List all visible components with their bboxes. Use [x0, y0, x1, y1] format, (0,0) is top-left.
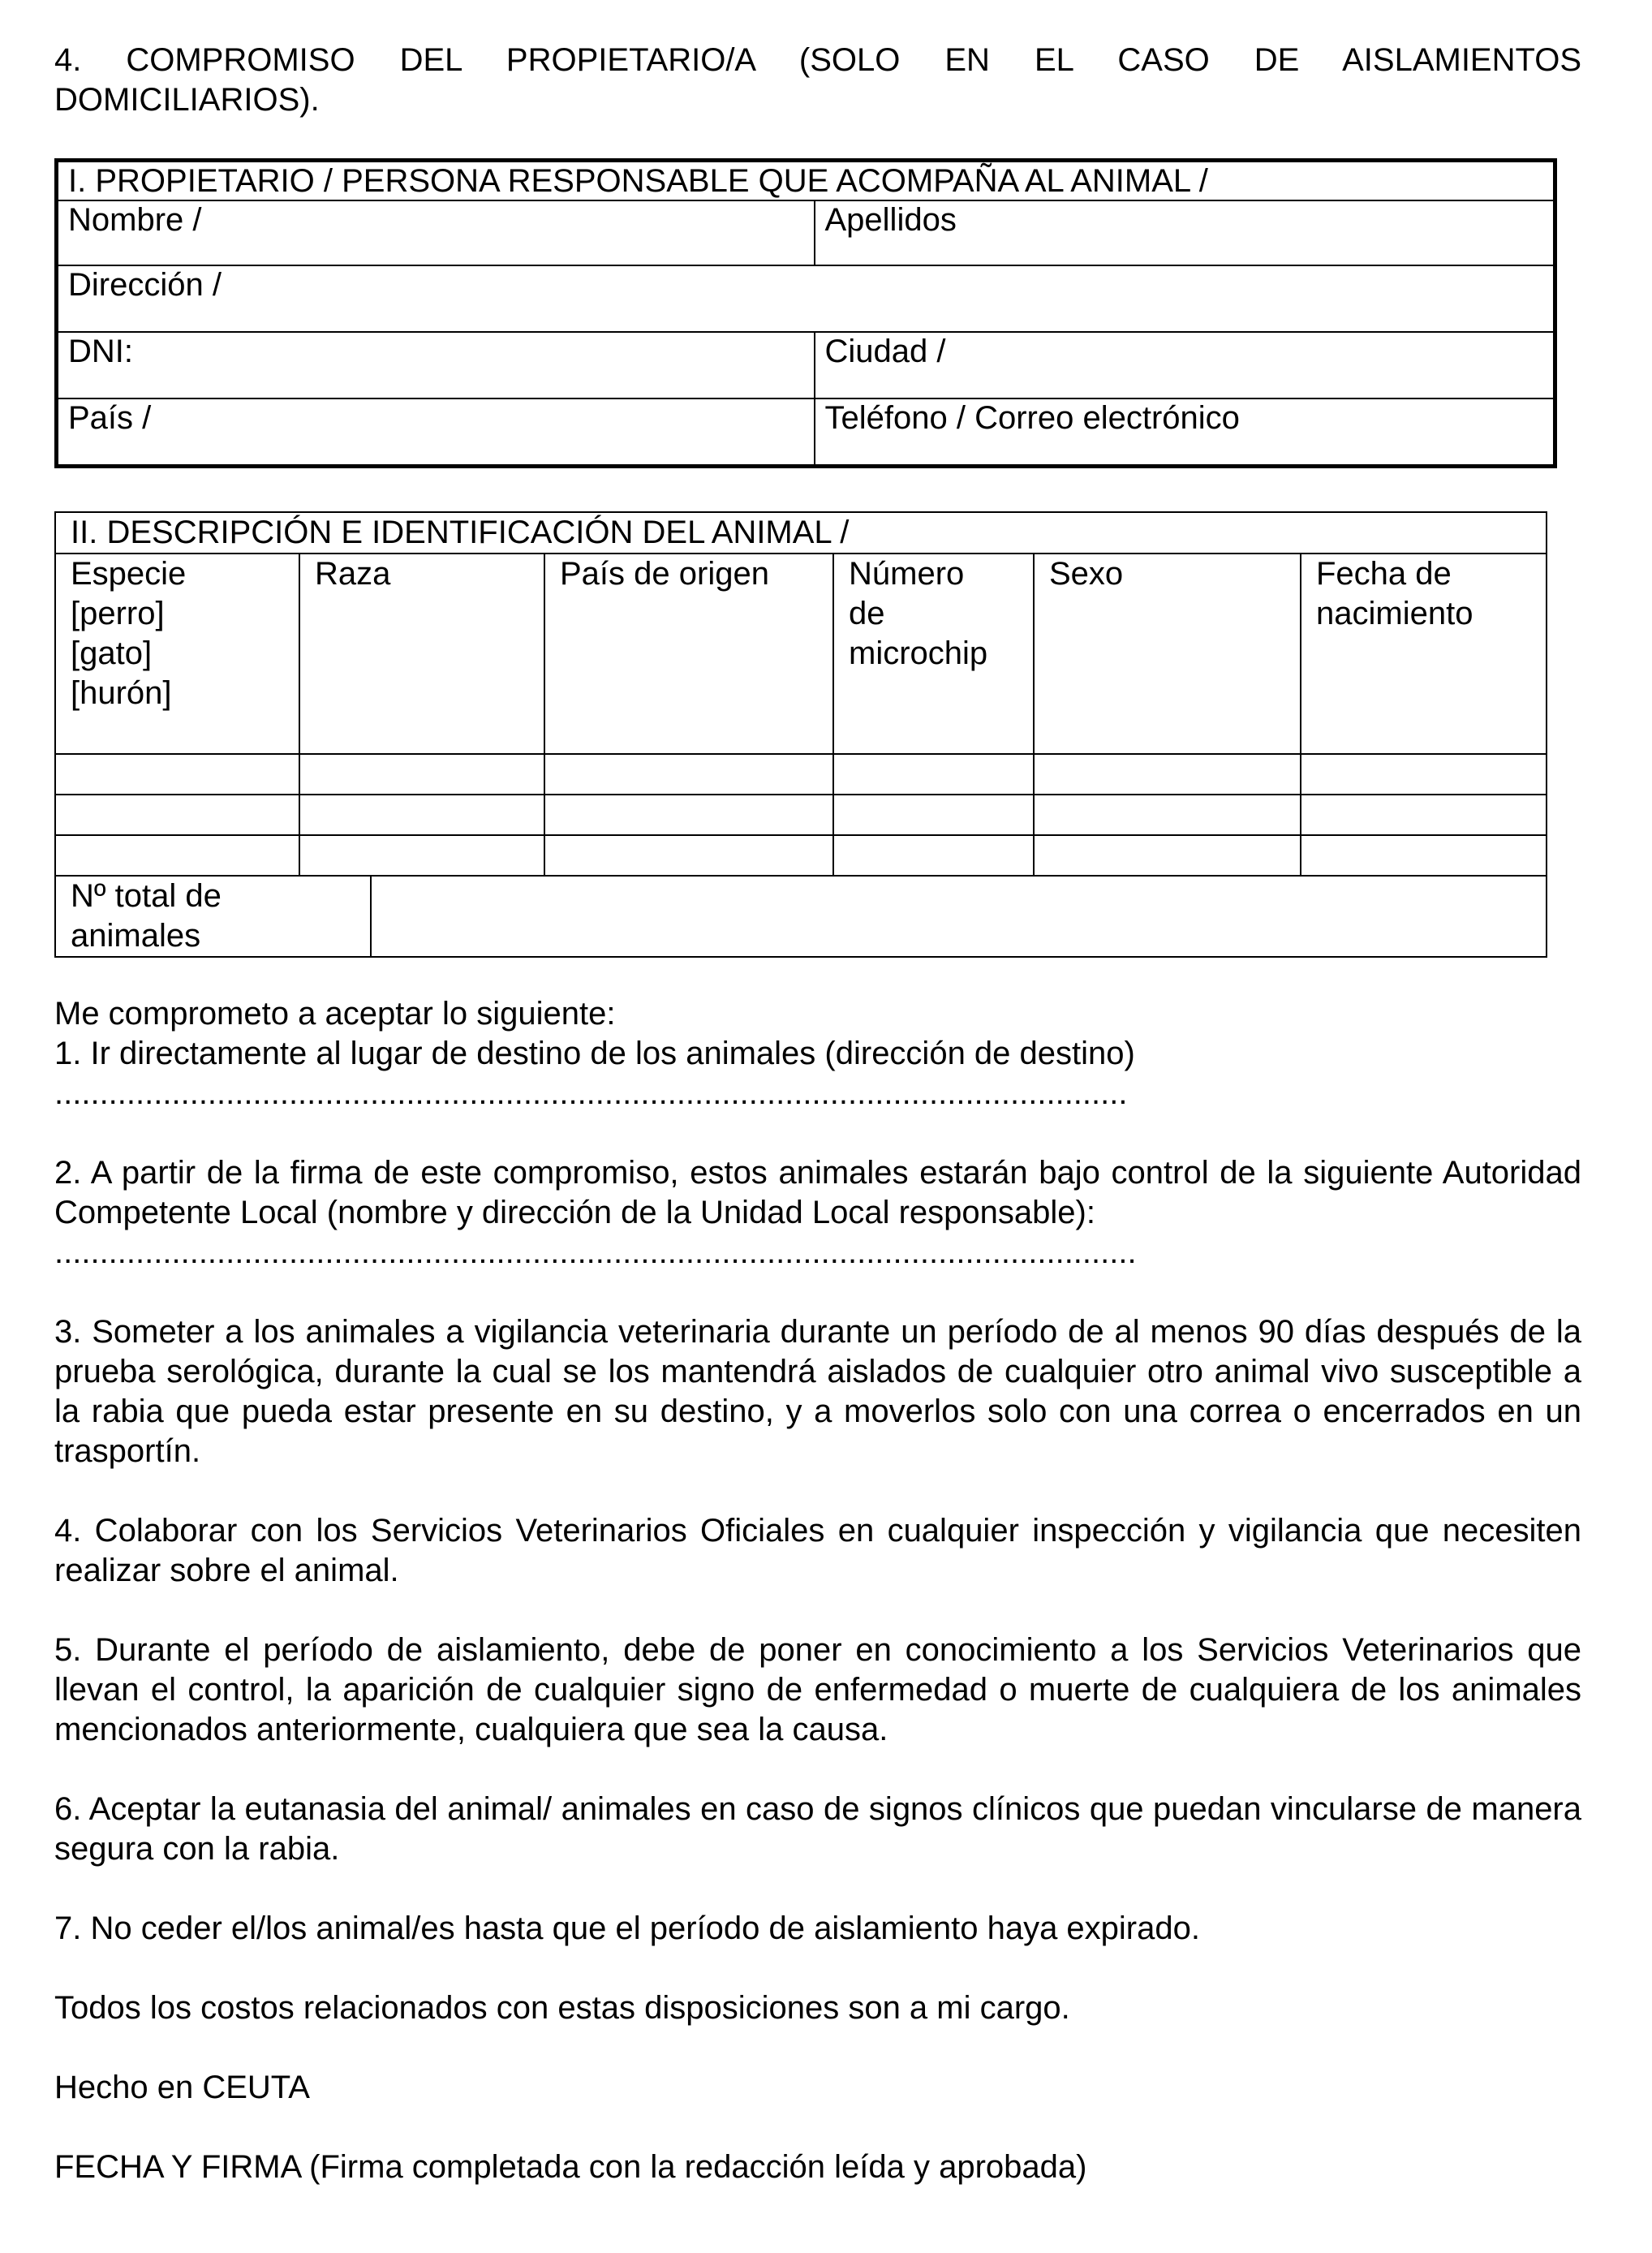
animal-row [55, 754, 1547, 795]
cell-fecha[interactable] [1301, 835, 1547, 876]
animal-row [55, 795, 1547, 835]
commitment-1: 1. Ir directamente al lugar de destino de los animales (dirección de destino) [54, 1036, 1135, 1071]
commitment-4: 4. Colaborar con los Servicios Veterinarios Oficiales en cualquier inspección y vigilancia que necesiten realizar sobre el animal. [54, 1513, 1581, 1588]
cell-sexo[interactable] [1034, 754, 1301, 795]
col-fecha-line: Fecha de [1316, 556, 1452, 592]
place-statement: Hecho en CEUTA [54, 2070, 310, 2105]
cell-pais-origen[interactable] [544, 835, 833, 876]
cell-sexo[interactable] [1034, 795, 1301, 835]
commitment-3: 3. Someter a los animales a vigilancia veterinaria durante un período de al menos 90 días después de la prueba serológica, durante la cual se los mantendrá aislados de cualquier otro animal vivo susceptible a la rabia que pueda estar presente en su destino, y a moverlos solo con una correa o encerrados en un trasportín. [54, 1314, 1581, 1469]
col-raza: Raza [299, 554, 544, 754]
col-especie [55, 554, 299, 754]
col-microchip-line: microchip [849, 635, 988, 671]
total-label-line: animales [71, 918, 201, 954]
section-heading-line2: DOMICILIARIOS). [54, 82, 320, 118]
cell-especie[interactable] [55, 754, 299, 795]
commitment-5: 5. Durante el período de aislamiento, debe de poner en conocimiento a los Servicios Veterinarios que llevan el control, la aparición de cualquier signo de enfermedad o muerte de cualquiera de los animales mencionados anteriormente, cualquiera que sea la causa. [54, 1632, 1581, 1747]
total-label-line: Nº total de [71, 878, 222, 914]
col-microchip [833, 554, 1034, 754]
cell-sexo[interactable] [1034, 835, 1301, 876]
cell-microchip[interactable] [833, 754, 1034, 795]
animal-row [55, 835, 1547, 876]
cell-fecha[interactable] [1301, 795, 1547, 835]
commitment-2-blank[interactable] [54, 1233, 1581, 1273]
dotted-line: ........................................................................................................................ [54, 1234, 1137, 1270]
cell-fecha[interactable] [1301, 754, 1547, 795]
cell-pais-origen[interactable] [544, 754, 833, 795]
cell-microchip[interactable] [833, 795, 1034, 835]
field-telefono[interactable]: Teléfono / Correo electrónico [815, 398, 1555, 467]
col-especie-line: [perro] [71, 596, 165, 631]
cell-raza[interactable] [299, 835, 544, 876]
commitments-intro: Me comprometo a aceptar lo siguiente: [54, 996, 616, 1032]
col-especie-line: Especie [71, 556, 187, 592]
commitments-section [54, 994, 1581, 2227]
signature-line: FECHA Y FIRMA (Firma completada con la redacción leída y aprobada) [54, 2149, 1087, 2185]
col-fecha [1301, 554, 1547, 754]
commitment-2: 2. A partir de la firma de este compromiso, estos animales estarán bajo control de la siguiente Autoridad Competente Local (nombre y dirección de la Unidad Local responsable): [54, 1155, 1581, 1230]
col-especie-line: [hurón] [71, 675, 172, 711]
animal-table-title: II. DESCRIPCIÓN E IDENTIFICACIÓN DEL ANIMAL / [55, 512, 1547, 554]
field-nombre[interactable]: Nombre / [57, 200, 815, 265]
cell-especie[interactable] [55, 835, 299, 876]
cell-raza[interactable] [299, 795, 544, 835]
col-sexo: Sexo [1034, 554, 1301, 754]
col-microchip-line: Número [849, 556, 965, 592]
col-microchip-line: de [849, 596, 885, 631]
animal-table [54, 511, 1547, 958]
owner-table [54, 158, 1557, 468]
commitment-1-blank[interactable] [54, 1074, 1581, 1114]
section-heading [54, 41, 1581, 120]
field-ciudad[interactable]: Ciudad / [815, 332, 1555, 398]
total-animales-field[interactable] [371, 876, 1547, 957]
section-heading-line1: 4. COMPROMISO DEL PROPIETARIO/A (SOLO EN EL CASO DE AISLAMIENTOS [54, 42, 1581, 78]
field-dni[interactable]: DNI: [57, 332, 815, 398]
cell-raza[interactable] [299, 754, 544, 795]
field-pais[interactable]: País / [57, 398, 815, 467]
cell-microchip[interactable] [833, 835, 1034, 876]
cell-especie[interactable] [55, 795, 299, 835]
col-especie-line: [gato] [71, 635, 153, 671]
field-apellidos[interactable]: Apellidos [815, 200, 1555, 265]
field-direccion[interactable]: Dirección / [57, 265, 1555, 332]
total-animales-label [55, 876, 371, 957]
dotted-line: ....................................................................................................................... [54, 1075, 1128, 1111]
commitment-7: 7. No ceder el/los animal/es hasta que el período de aislamiento haya expirado. [54, 1911, 1200, 1946]
document-page [54, 41, 1581, 2185]
col-fecha-line: nacimiento [1316, 596, 1473, 631]
col-pais-origen: País de origen [544, 554, 833, 754]
costs-statement: Todos los costos relacionados con estas disposiciones son a mi cargo. [54, 1990, 1070, 2026]
commitment-6: 6. Aceptar la eutanasia del animal/ animales en caso de signos clínicos que puedan vincularse de manera segura con la rabia. [54, 1791, 1581, 1867]
owner-table-title: I. PROPIETARIO / PERSONA RESPONSABLE QUE ACOMPAÑA AL ANIMAL / [57, 161, 1555, 201]
cell-pais-origen[interactable] [544, 795, 833, 835]
